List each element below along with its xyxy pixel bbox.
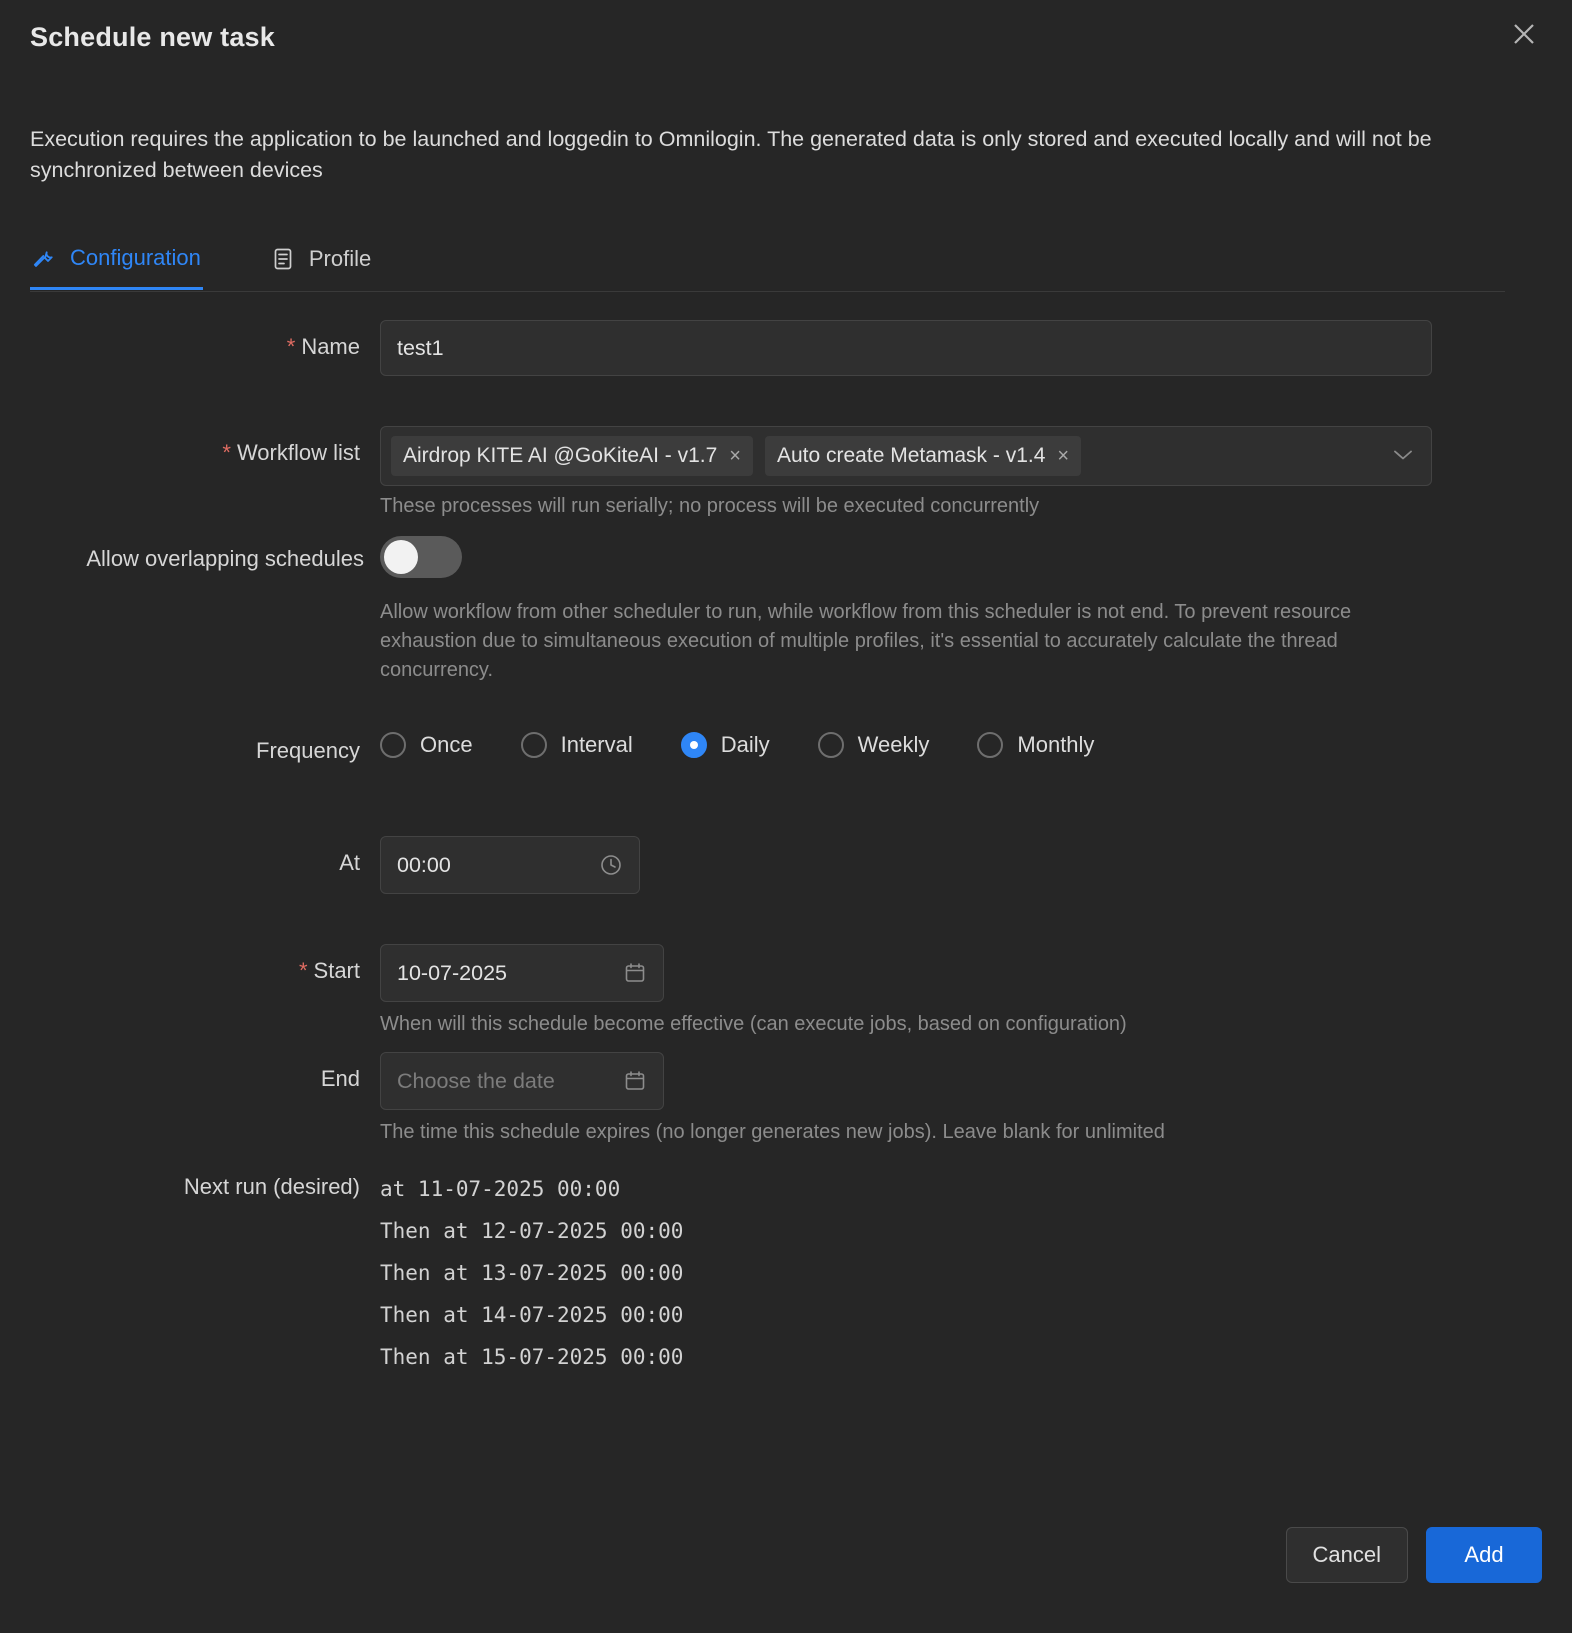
tab-configuration-label: Configuration [70,244,201,270]
radio-icon [977,732,1003,758]
calendar-icon[interactable] [623,961,647,985]
radio-icon [380,732,406,758]
tab-profile-label: Profile [308,246,372,271]
allow-overlapping-toggle[interactable] [380,536,462,578]
frequency-option-once[interactable] [380,732,473,758]
name-input[interactable]: test1 [380,320,1432,376]
add-button[interactable]: Add [1426,1527,1542,1583]
end-label: End [320,1066,360,1091]
frequency-option-daily[interactable] [681,732,770,758]
frequency-option-label: Once [420,732,473,757]
end-date-placeholder: Choose the date [397,1068,555,1093]
frequency-label: Frequency [256,738,360,763]
next-run-line: at 11-07-2025 00:00 [380,1177,621,1201]
at-label: At [339,850,360,875]
tab-bar [30,228,1505,292]
allow-overlapping-label: Allow overlapping schedules [86,546,364,571]
clock-icon[interactable] [599,853,623,877]
dialog-description: Execution requires the application to be launched and loggedin to Omnilogin. The generated data is only stored and executed locally and will not be synchronized between devices [30,127,1432,183]
workflow-list-select[interactable] [380,426,1432,486]
workflow-hint: These processes will run serially; no process will be executed concurrently [380,495,1040,517]
next-run-line: Then at 13-07-2025 00:00 [380,1261,684,1285]
workflow-chip-label: Auto create Metamask - v1.4 [776,444,1046,467]
frequency-option-label: Daily [720,732,770,757]
next-run-list [380,1168,683,1378]
at-time-value: 00:00 [397,852,451,877]
next-run-label: Next run (desired) [183,1174,360,1199]
start-date-value: 10-07-2025 [397,960,507,985]
name-label [200,334,360,360]
frequency-radio-group [380,732,1142,758]
next-run-line: Then at 12-07-2025 00:00 [380,1219,684,1243]
workflow-chip[interactable] [765,436,1081,476]
start-hint: When will this schedule become effective (can execute jobs, based on configuration) [380,1013,1127,1035]
remove-chip-icon[interactable]: × [729,444,741,467]
wrench-icon [32,245,56,271]
frequency-option-monthly[interactable] [977,732,1094,758]
document-icon [271,246,295,272]
next-run-line: Then at 15-07-2025 00:00 [380,1345,684,1369]
remove-chip-icon[interactable]: × [1057,444,1070,467]
calendar-icon[interactable] [623,1069,647,1093]
close-icon[interactable] [1502,12,1546,56]
dialog-footer [1286,1527,1542,1583]
name-required-marker: * [286,334,296,359]
tab-configuration[interactable] [30,228,203,290]
frequency-option-weekly[interactable] [818,732,930,758]
dialog-title: Schedule new task [30,22,275,52]
workflow-label-text: Workflow list [236,440,360,465]
toggle-knob [384,540,418,574]
start-label [180,958,360,984]
workflow-chip[interactable] [391,436,753,476]
frequency-option-label: Weekly [857,732,930,757]
chevron-down-icon[interactable] [1393,448,1413,465]
frequency-option-label: Monthly [1017,732,1095,757]
workflow-required-marker: * [222,440,231,465]
frequency-option-interval[interactable] [521,732,633,758]
start-date-input[interactable] [380,944,664,1002]
frequency-option-label: Interval [560,732,633,757]
end-hint: The time this schedule expires (no longer generates new jobs). Leave blank for unlimited [380,1121,1165,1143]
radio-icon [681,732,707,758]
tab-profile[interactable] [269,228,373,290]
name-label-text: Name [301,334,360,359]
start-label-text: Start [313,958,360,983]
radio-icon [818,732,844,758]
cancel-button[interactable]: Cancel [1286,1527,1408,1583]
workflow-chip-label: Airdrop KITE AI @GoKiteAI - v1.7 [403,444,718,467]
end-date-input[interactable] [380,1052,664,1110]
allow-overlapping-hint: Allow workflow from other scheduler to run, while workflow from this scheduler is not end. To prevent resource exhaustion due to simultaneous execution of multiple profiles, it's essential to accurately calculate the thread concurrency. [380,601,1352,681]
next-run-line: Then at 14-07-2025 00:00 [380,1303,684,1327]
start-required-marker: * [298,958,308,983]
radio-icon [521,732,547,758]
workflow-list-label [120,440,360,466]
at-time-input[interactable] [380,836,640,894]
